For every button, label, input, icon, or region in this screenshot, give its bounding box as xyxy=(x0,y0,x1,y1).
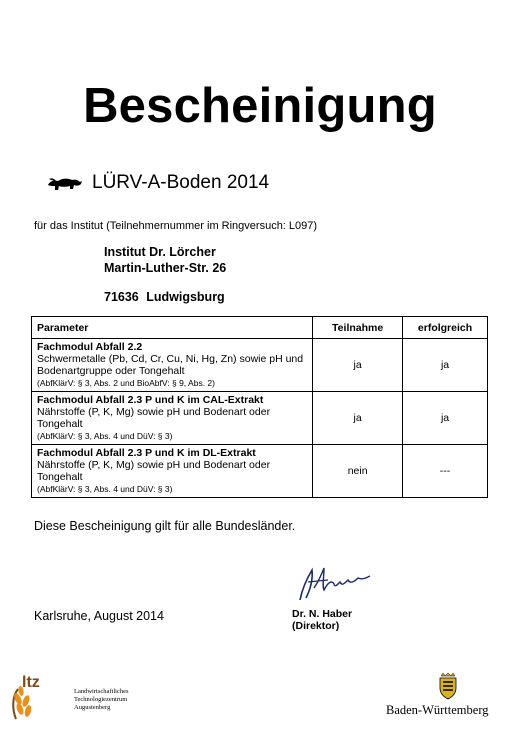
institute-street: Martin-Luther-Str. 26 xyxy=(104,261,227,275)
ltz-line-3: Augustenberg xyxy=(74,704,111,711)
successful-cell: --- xyxy=(403,445,488,498)
signer-role: (Direktor) xyxy=(292,620,340,632)
participation-cell: ja xyxy=(313,339,403,392)
place-date: Karlsruhe, August 2014 xyxy=(34,609,164,623)
ltz-line-2: Technologiezentrum xyxy=(74,696,128,703)
successful-cell: ja xyxy=(403,339,488,392)
address-block xyxy=(104,244,226,276)
participation-cell: ja xyxy=(313,392,403,445)
module-description: Nährstoffe (P, K, Mg) sowie pH und Bodenart oder Tongehalt xyxy=(37,406,271,430)
program-title: LÜRV-A-Boden 2014 xyxy=(92,172,270,193)
ltz-line-1: Landwirtschaftliches xyxy=(74,688,129,695)
header-parameter: Parameter xyxy=(32,317,313,339)
module-description: Schwermetalle (Pb, Cd, Cr, Cu, Ni, Hg, Zn) sowie pH und Bodenartgruppe oder Tongehalt xyxy=(37,353,304,377)
successful-cell: ja xyxy=(403,392,488,445)
header-successful: erfolgreich xyxy=(403,317,488,339)
table-row xyxy=(32,445,488,498)
state-logo-text: Baden-Württemberg xyxy=(386,703,489,717)
header-participation: Teilnahme xyxy=(313,317,403,339)
parameter-cell xyxy=(32,392,313,445)
parameter-cell xyxy=(32,339,313,392)
institute-line: für das Institut (Teilnehmernummer im Ringversuch: L097) xyxy=(34,220,318,232)
ltz-text xyxy=(74,688,129,712)
institute-city: 71636 Ludwigsburg xyxy=(104,290,225,304)
table-row xyxy=(32,392,488,445)
signer-name: Dr. N. Haber xyxy=(292,608,353,620)
table-row xyxy=(32,339,488,392)
page-title: Bescheinigung xyxy=(83,79,437,133)
bw-crest-icon xyxy=(436,672,460,700)
module-title: Fachmodul Abfall 2.3 P und K im CAL-Extrakt xyxy=(37,394,264,406)
module-description: Nährstoffe (P, K, Mg) sowie pH und Bodenart oder Tongehalt xyxy=(37,459,271,483)
institute-name: Institut Dr. Lörcher xyxy=(104,245,216,259)
subtitle-row xyxy=(46,172,269,194)
module-title: Fachmodul Abfall 2.3 P und K im DL-Extrakt xyxy=(37,447,256,459)
signature xyxy=(288,560,373,605)
results-table xyxy=(31,316,488,498)
participation-cell: nein xyxy=(313,445,403,498)
ltz-logo xyxy=(8,669,68,721)
table-header-row xyxy=(32,317,488,339)
validity-note: Diese Bescheinigung gilt für alle Bundesländer. xyxy=(34,519,296,533)
module-title: Fachmodul Abfall 2.2 xyxy=(37,341,143,353)
lion-icon xyxy=(46,174,84,192)
signer-block xyxy=(292,608,352,632)
ltz-logo-text: ltz xyxy=(22,674,40,691)
module-reference: (AbfKlärV: § 3, Abs. 4 und DüV: § 3) xyxy=(37,431,173,441)
parameter-cell xyxy=(32,445,313,498)
module-reference: (AbfKlärV: § 3, Abs. 4 und DüV: § 3) xyxy=(37,484,173,494)
module-reference: (AbfKlärV: § 3, Abs. 2 und BioAbfV: § 9, Abs. 2) xyxy=(37,378,215,388)
